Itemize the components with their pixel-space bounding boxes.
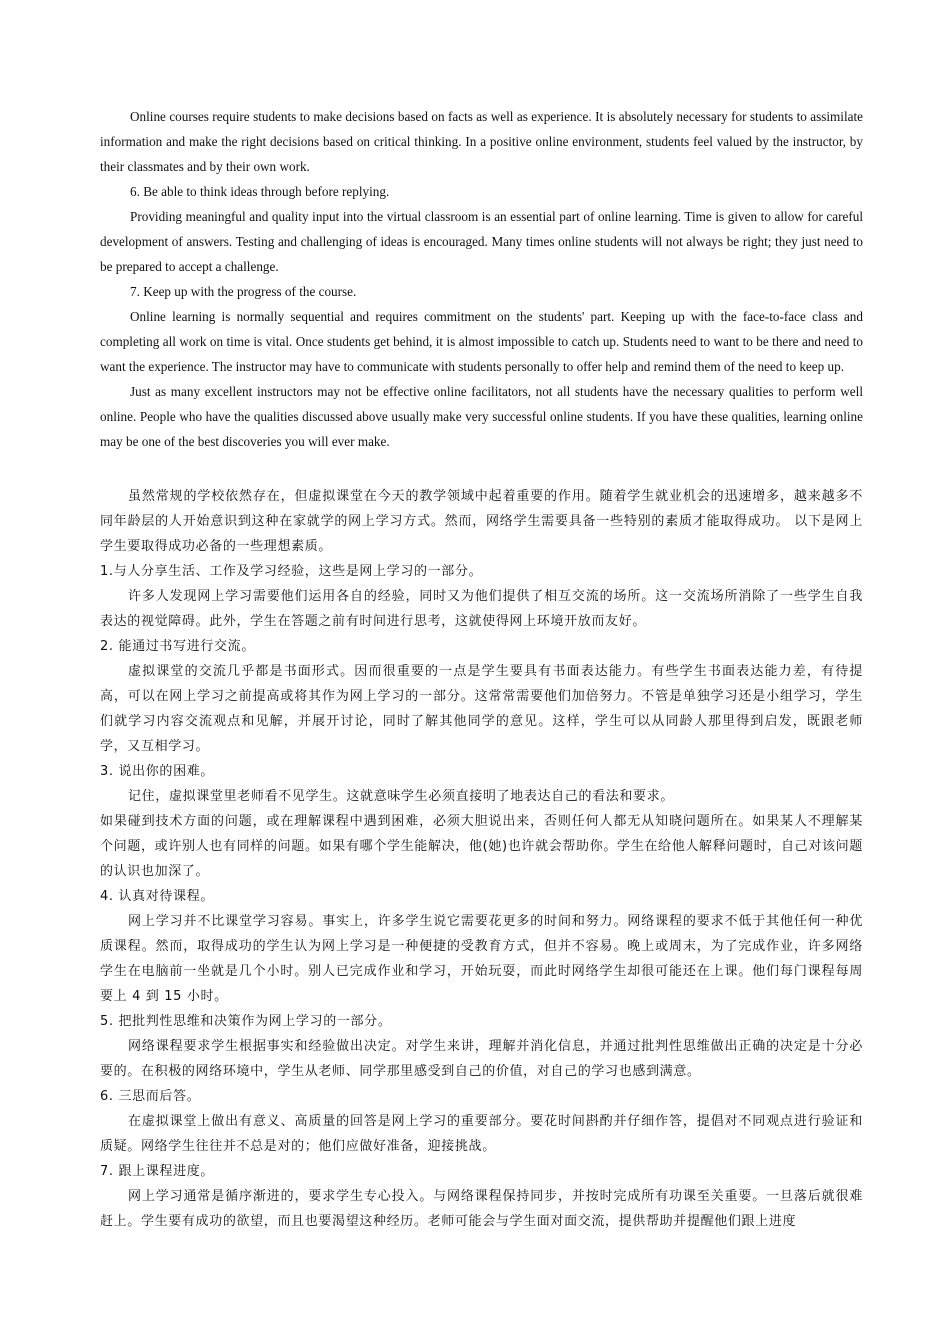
english-list-item: 6. Be able to think ideas through before replying. bbox=[130, 184, 390, 199]
chinese-paragraph: 虚拟课堂的交流几乎都是书面形式。因而很重要的一点是学生要具有书面表达能力。有些学生书面表达能力差，有待提高，可以在网上学习之前提高或将其作为网上学习的一部分。这常常需要他们加倍努力。不管是单独学习还是小组学习，学生们就学习内容交流观点和见解，并展开讨论，同时了解其他同学的意见。这样，学生可以从同龄人那里得到启发，既跟老师学，又互相学习。 bbox=[100, 664, 863, 754]
chinese-section bbox=[100, 484, 863, 1234]
chinese-list-item: 5. 把批判性思维和决策作为网上学习的一部分。 bbox=[100, 1014, 392, 1029]
chinese-paragraph-unindented: 如果碰到技术方面的问题，或在理解课程中遇到困难，必须大胆说出来，否则任何人都无从知晓问题所在。如果某人不理解某个问题，或许别人也有同样的问题。如果有哪个学生能解决，他(她)也许就会帮助你。学生在给他人解释问题时，自己对该问题的认识也加深了。 bbox=[100, 814, 863, 879]
document-page bbox=[100, 104, 863, 1234]
chinese-paragraph: 网上学习并不比课堂学习容易。事实上，许多学生说它需要花更多的时间和努力。网络课程的要求不低于其他任何一种优质课程。然而，取得成功的学生认为网上学习是一种便捷的受教育方式，但并不容易。晚上或周末，为了完成作业，许多网络学生在电脑前一坐就是几个小时。别人已完成作业和学习，开始玩耍，而此时网络学生却很可能还在上课。他们每门课程每周要上 4 到 15 小时。 bbox=[100, 914, 863, 1004]
chinese-paragraph: 网络课程要求学生根据事实和经验做出决定。对学生来讲，理解并消化信息，并通过批判性思维做出正确的决定是十分必要的。在积极的网络环境中，学生从老师、同学那里感受到自己的价值，对自己的学习也感到满意。 bbox=[100, 1039, 863, 1079]
english-section bbox=[100, 104, 863, 454]
chinese-paragraph: 网上学习通常是循序渐进的，要求学生专心投入。与网络课程保持同步，并按时完成所有功课至关重要。一旦落后就很难赶上。学生要有成功的欲望，而且也要渴望这种经历。老师可能会与学生面对面交流，提供帮助并提醒他们跟上进度 bbox=[100, 1189, 863, 1229]
english-paragraph: Online learning is normally sequential and requires commitment on the students' part. Keeping up with the face-to-face class and completing all work on time is vital. Once students get behind, it is almost impossible to catch up. Students need to want to be there and need to want the experience. The instructor may have to communicate with students personally to offer help and remind them of the need to keep up. bbox=[100, 309, 863, 374]
chinese-paragraph: 在虚拟课堂上做出有意义、高质量的回答是网上学习的重要部分。要花时间斟酌并仔细作答，提倡对不同观点进行验证和质疑。网络学生往往并不总是对的；他们应做好准备，迎接挑战。 bbox=[100, 1114, 863, 1154]
chinese-list-item: 2. 能通过书写进行交流。 bbox=[100, 639, 255, 654]
chinese-list-item: 1.与人分享生活、工作及学习经验，这些是网上学习的一部分。 bbox=[100, 564, 483, 579]
chinese-list-item: 4. 认真对待课程。 bbox=[100, 889, 215, 904]
chinese-list-item: 7. 跟上课程进度。 bbox=[100, 1164, 215, 1179]
chinese-paragraph: 许多人发现网上学习需要他们运用各自的经验，同时又为他们提供了相互交流的场所。这一交流场所消除了一些学生自我表达的视觉障碍。此外，学生在答题之前有时间进行思考，这就使得网上环境开放而友好。 bbox=[100, 589, 863, 629]
chinese-paragraph: 虽然常规的学校依然存在，但虚拟课堂在今天的教学领域中起着重要的作用。随着学生就业机会的迅速增多，越来越多不同年龄层的人开始意识到这种在家就学的网上学习方式。然而，网络学生需要具备一些特别的素质才能取得成功。 以下是网上学生要取得成功必备的一些理想素质。 bbox=[100, 489, 863, 554]
chinese-paragraph: 记住，虚拟课堂里老师看不见学生。这就意味学生必须直接明了地表达自己的看法和要求。 bbox=[128, 789, 675, 804]
english-paragraph: Providing meaningful and quality input into the virtual classroom is an essential part of online learning. Time is given to allow for careful development of answers. Testing and challenging of ideas is encouraged. Many times online students will not always be right; they just need to be prepared to accept a challenge. bbox=[100, 209, 863, 274]
chinese-list-item: 6. 三思而后答。 bbox=[100, 1089, 201, 1104]
english-paragraph: Just as many excellent instructors may not be effective online facilitators, not all students have the necessary qualities to perform well online. People who have the qualities discussed above usually make very successful online students. If you have these qualities, learning online may be one of the best discoveries you will ever make. bbox=[100, 384, 863, 449]
english-list-item: 7. Keep up with the progress of the course. bbox=[130, 284, 357, 299]
english-paragraph: Online courses require students to make decisions based on facts as well as experience. It is absolutely necessary for students to assimilate information and make the right decisions based on critical thinking. In a positive online environment, students feel valued by the instructor, by their classmates and by their own work. bbox=[100, 109, 863, 174]
chinese-list-item: 3. 说出你的困难。 bbox=[100, 764, 215, 779]
